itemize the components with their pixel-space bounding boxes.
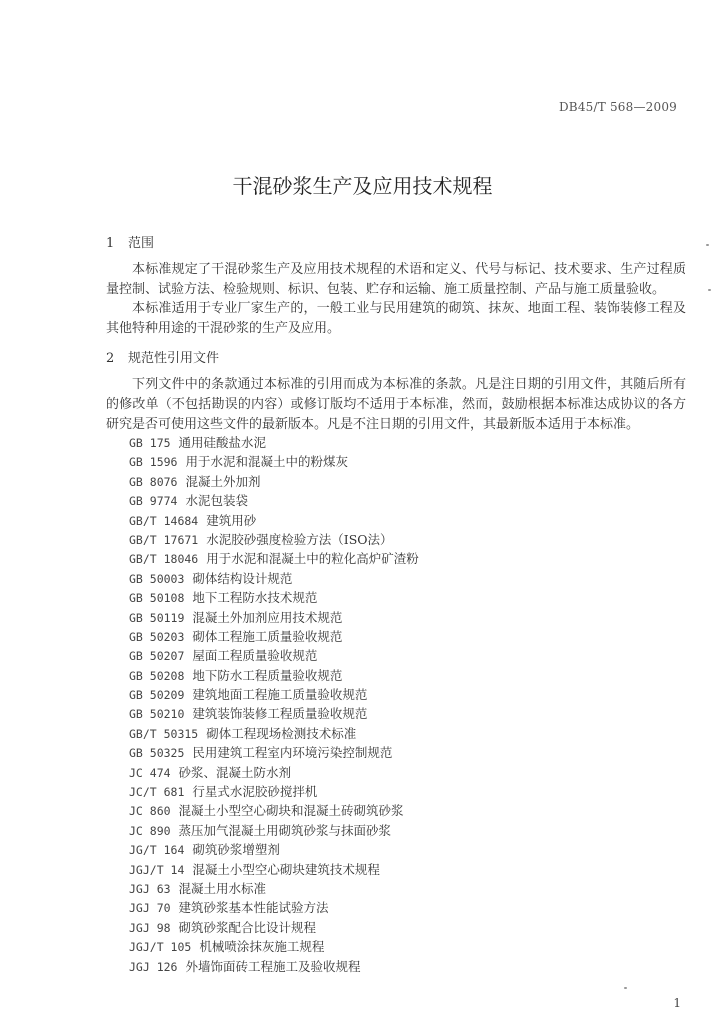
scan-speck xyxy=(706,244,709,246)
reference-code: JC 474 xyxy=(129,765,171,780)
reference-code: GB 8076 xyxy=(129,474,178,489)
reference-name: 行星式水泥胶砂搅拌机 xyxy=(192,784,318,800)
reference-item xyxy=(129,433,419,452)
reference-item xyxy=(129,743,419,762)
reference-code: JGJ 98 xyxy=(129,920,171,935)
reference-item xyxy=(129,646,419,665)
reference-item xyxy=(129,530,419,549)
reference-item xyxy=(129,666,419,685)
reference-code: GB 175 xyxy=(129,436,171,450)
reference-code: GB 9774 xyxy=(129,494,178,509)
reference-item xyxy=(129,569,419,588)
reference-code: GB 50209 xyxy=(129,688,185,703)
reference-code: JGJ 126 xyxy=(129,959,178,974)
reference-code: JC 890 xyxy=(129,823,171,838)
reference-code: GB 50108 xyxy=(129,591,185,606)
scope-paragraph-2: 本标准适用于专业厂家生产的，一般工业与民用建筑的砌筑、抹灰、地面工程、装饰装修工程及其他特种用途的干混砂浆的生产及应用。 xyxy=(106,301,686,336)
reference-item xyxy=(129,860,419,879)
reference-name: 通用硅酸盐水泥 xyxy=(178,435,267,450)
reference-code: GB/T 18046 xyxy=(129,552,199,567)
reference-item xyxy=(129,511,419,530)
reference-code: GB 50203 xyxy=(129,629,185,644)
reference-item xyxy=(129,763,419,782)
section-title: 规范性引用文件 xyxy=(128,351,220,366)
reference-item xyxy=(129,898,419,917)
section-number: 2 xyxy=(106,351,115,366)
reference-name: 混凝土外加剂应用技术规范 xyxy=(192,609,343,625)
reference-item xyxy=(129,685,419,704)
reference-item xyxy=(129,918,419,937)
reference-name: 水泥包装袋 xyxy=(185,493,248,509)
reference-name: 混凝土用水标准 xyxy=(178,880,267,896)
reference-code: GB 50210 xyxy=(129,707,185,722)
reference-item xyxy=(129,782,419,801)
reference-name: 屋面工程质量验收规范 xyxy=(192,648,318,664)
section-number: 1 xyxy=(106,236,115,251)
reference-name: 用于水泥和混凝土中的粉煤灰 xyxy=(185,454,348,470)
reference-item xyxy=(129,879,419,898)
reference-item xyxy=(129,627,419,646)
reference-code: GB/T 50315 xyxy=(129,726,199,741)
reference-item xyxy=(129,588,419,607)
reference-item xyxy=(129,608,419,627)
reference-code: GB 50003 xyxy=(129,571,185,586)
references-intro-paragraph: 下列文件中的条款通过本标准的引用而成为本标准的条款。凡是注日期的引用文件，其随后所有的修改单（不包括勘误的内容）或修订版均不适用于本标准，然而，鼓励根据本标准达成协议的各方研究是否可使用这些文件的最新版本。凡是不注日期的引用文件，其最新版本适用于本标准。 xyxy=(106,377,686,432)
reference-code: JGJ/T 14 xyxy=(129,862,185,877)
reference-name: 蒸压加气混凝土用砌筑砂浆与抹面砂浆 xyxy=(178,822,392,838)
reference-code: JG/T 164 xyxy=(129,843,185,858)
reference-list xyxy=(129,433,419,976)
reference-name: 砌筑砂浆增塑剂 xyxy=(192,842,280,858)
reference-code: GB/T 17671 xyxy=(129,532,199,547)
section-title: 范围 xyxy=(128,236,155,251)
reference-item xyxy=(129,840,419,859)
reference-item xyxy=(129,801,419,820)
reference-name: 砂浆、混凝土防水剂 xyxy=(178,764,292,780)
reference-name: 砌体工程现场检测技术标准 xyxy=(206,725,357,741)
reference-item xyxy=(129,491,419,510)
reference-item xyxy=(129,472,419,491)
reference-code: GB 50207 xyxy=(129,649,185,664)
reference-name: 混凝土小型空心砌块建筑技术规程 xyxy=(192,861,380,877)
reference-code: JC 860 xyxy=(129,804,171,819)
reference-code: GB 1596 xyxy=(129,455,178,470)
document-code: DB45/T 568—2009 xyxy=(558,100,677,114)
reference-name: 民用建筑工程室内环境污染控制规范 xyxy=(192,745,393,761)
reference-name: 机械喷涂抹灰施工规程 xyxy=(199,939,325,955)
scan-speck xyxy=(624,987,627,989)
section-heading-normative-references xyxy=(106,347,219,366)
page-number: 1 xyxy=(673,996,681,1010)
reference-name: 砌筑砂浆配合比设计规程 xyxy=(178,919,317,935)
reference-name: 地下防水工程质量验收规范 xyxy=(192,667,343,683)
reference-name: 混凝土小型空心砌块和混凝土砖砌筑砂浆 xyxy=(178,803,404,819)
reference-name: 地下工程防水技术规范 xyxy=(192,590,318,606)
reference-name: 用于水泥和混凝土中的粒化高炉矿渣粉 xyxy=(206,551,419,567)
reference-name: 混凝土外加剂 xyxy=(185,473,261,489)
reference-code: GB 50208 xyxy=(129,668,185,683)
reference-code: JGJ/T 105 xyxy=(129,940,192,955)
document-title: 干混砂浆生产及应用技术规程 xyxy=(232,174,493,198)
reference-code: GB/T 14684 xyxy=(129,513,199,528)
reference-name: 外墙饰面砖工程施工及验收规程 xyxy=(185,958,361,974)
scan-speck xyxy=(708,289,711,291)
reference-name: 建筑用砂 xyxy=(206,512,257,528)
reference-item xyxy=(129,549,419,568)
reference-code: JC/T 681 xyxy=(129,785,185,800)
reference-item xyxy=(129,724,419,743)
reference-name: 砌体工程施工质量验收规范 xyxy=(192,628,343,644)
reference-name: 建筑装饰装修工程质量验收规范 xyxy=(192,706,368,722)
reference-name: 建筑砂浆基本性能试验方法 xyxy=(178,900,329,916)
scope-paragraph-1: 本标准规定了干混砂浆生产及应用技术规程的术语和定义、代号与标记、技术要求、生产过程质量控制、试验方法、检验规则、标识、包装、贮存和运输、施工质量控制、产品与施工质量验收。 xyxy=(106,262,686,297)
reference-code: JGJ 70 xyxy=(129,901,171,916)
reference-item xyxy=(129,704,419,723)
reference-item xyxy=(129,821,419,840)
reference-name: 建筑地面工程施工质量验收规范 xyxy=(192,687,368,703)
reference-name: 砌体结构设计规范 xyxy=(192,570,293,586)
reference-item xyxy=(129,937,419,956)
section-heading-scope xyxy=(106,232,154,251)
reference-item xyxy=(129,957,419,976)
reference-code: GB 50325 xyxy=(129,746,185,761)
reference-code: GB 50119 xyxy=(129,610,185,625)
reference-code: JGJ 63 xyxy=(129,881,171,896)
reference-name: 水泥胶砂强度检验方法（ISO法） xyxy=(206,531,393,547)
reference-item xyxy=(129,452,419,471)
